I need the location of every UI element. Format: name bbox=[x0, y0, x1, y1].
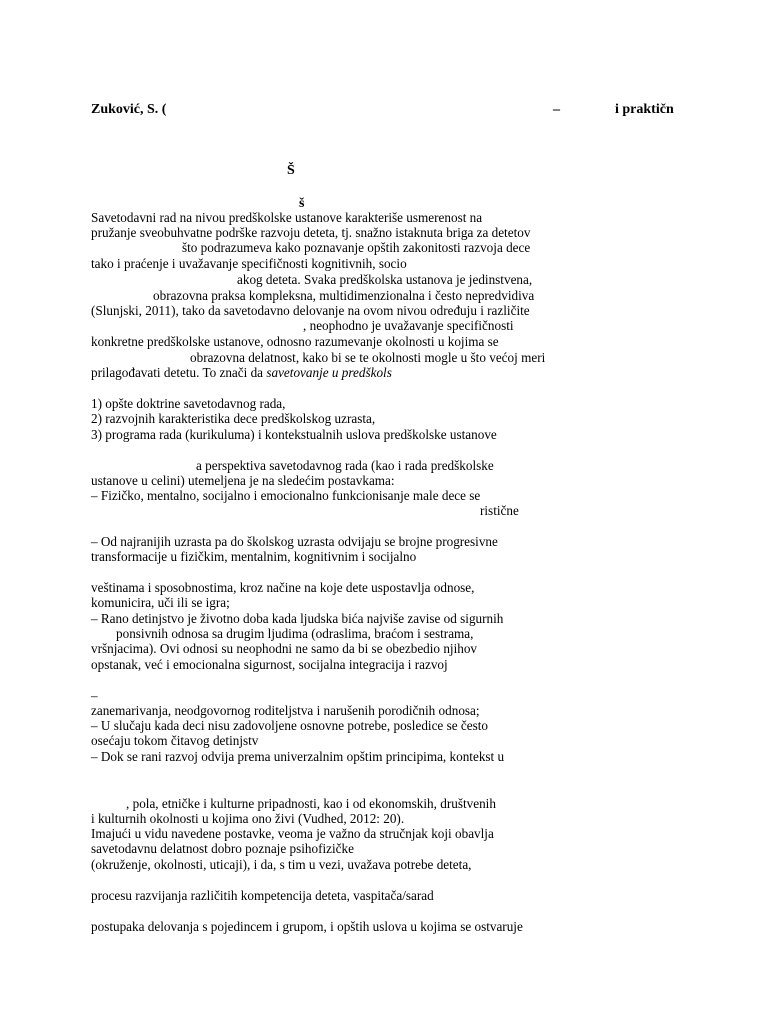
p1-line-9: konkretne predškolske ustanove, odnosno razumevanje okolnosti u kojima se bbox=[91, 334, 499, 349]
p8-line-1: postupaka delovanja s pojedincem i grupom, i opštih uslova u kojima se ostvaruje bbox=[91, 919, 523, 934]
p4-line-3: – Rano detinjstvo je životno doba kada ljudska bića najviše zavise od sigurnih bbox=[91, 611, 504, 626]
header-title-fragment: i praktičn bbox=[615, 102, 674, 117]
heading-char-2: š bbox=[299, 196, 305, 211]
p2-line-2: ustanove u celini) utemeljena je na sledećim postavkama: bbox=[91, 473, 395, 488]
p4-line-1: veštinama i sposobnostima, kroz načine na koje dete uspostavlja odnose, bbox=[91, 580, 475, 595]
p1-line-8: , neophodno je uvažavanje specifičnosti bbox=[303, 318, 514, 333]
p1-line-11-italic: savetovanje u predškols bbox=[266, 365, 392, 380]
p1-line-6: obrazovna praksa kompleksna, multidimenzionalna i često nepredvidiva bbox=[153, 288, 535, 303]
p7-line-1: procesu razvijanja različitih kompetencija deteta, vaspitača/sarad bbox=[91, 888, 434, 903]
heading-char-1: Š bbox=[287, 163, 295, 178]
p6-line-1: , pola, etničke i kulturne pripadnosti, kao i od ekonomskih, društvenih bbox=[126, 796, 496, 811]
p5-line-4: osećaju tokom čitavog detinjstv bbox=[91, 733, 259, 748]
p6-line-4: savetodavnu delatnost dobro poznaje psihofizičke bbox=[91, 841, 354, 856]
p1-line-1: Savetodavni rad na nivou predškolske ustanove karakteriše usmerenost na bbox=[91, 210, 483, 225]
p5-line-5: – Dok se rani razvoj odvija prema univerzalnim opštim principima, kontekst u bbox=[91, 749, 505, 764]
p5-line-2: zanemarivanja, neodgovornog roditeljstva i narušenih porodičnih odnosa; bbox=[91, 703, 480, 718]
header-dash: – bbox=[553, 102, 560, 117]
list-item-2: 2) razvojnih karakteristika dece predškolskog uzrasta, bbox=[91, 411, 376, 426]
p1-line-4: tako i praćenje i uvažavanje specifičnosti kognitivnih, socio bbox=[91, 256, 407, 271]
p2-line-1: a perspektiva savetodavnog rada (kao i rada predškolske bbox=[196, 458, 494, 473]
p2-line-3: – Fizičko, mentalno, socijalno i emocionalno funkcionisanje male dece se bbox=[91, 488, 481, 503]
p1-line-7: (Slunjski, 2011), tako da savetodavno delovanje na ovom nivou određuju i različite bbox=[91, 303, 530, 318]
p6-line-2: i kulturnih okolnosti u kojima ono živi (Vudhed, 2012: 20). bbox=[91, 811, 405, 826]
p4-line-6: opstanak, već i emocionalna sigurnost, socijalna integracija i razvoj bbox=[91, 657, 448, 672]
p6-line-3: Imajući u vidu navedene postavke, veoma je važno da stručnjak koji obavlja bbox=[91, 826, 494, 841]
p2-line-4: ristične bbox=[480, 503, 519, 518]
p1-line-2: pružanje sveobuhvatne podrške razvoju deteta, tj. snažno istaknuta briga za detetov bbox=[91, 225, 531, 240]
p1-line-10: obrazovna delatnost, kako bi se te okolnosti mogle u što većoj meri bbox=[190, 350, 546, 365]
p4-line-4: ponsivnih odnosa sa drugim ljudima (odraslima, braćom i sestrama, bbox=[116, 626, 474, 641]
p5-line-3: – U slučaju kada deci nisu zadovoljene osnovne potrebe, posledice se često bbox=[91, 718, 488, 733]
p4-line-2: komunicira, uči ili se igra; bbox=[91, 595, 230, 610]
p1-line-5: akog deteta. Svaka predškolska ustanova je jedinstvena, bbox=[237, 272, 533, 287]
p5-line-1: – bbox=[91, 688, 98, 703]
p4-line-5: vršnjacima). Ovi odnosi su neophodni ne samo da bi se obezbedio njihov bbox=[91, 641, 478, 656]
p1-line-3: što podrazumeva kako poznavanje opštih zakonitosti razvoja dece bbox=[182, 240, 531, 255]
list-item-1: 1) opšte doktrine savetodavnog rada, bbox=[91, 396, 286, 411]
list-item-3: 3) programa rada (kurikuluma) i kontekstualnih uslova predškolske ustanove bbox=[91, 427, 497, 442]
p6-line-5: (okruženje, okolnosti, uticaji), i da, s tim u vezi, uvažava potrebe deteta, bbox=[91, 857, 472, 872]
p3-line-2: transformacije u fizičkim, mentalnim, kognitivnim i socijalno bbox=[91, 549, 417, 564]
p3-line-1: – Od najranijih uzrasta pa do školskog uzrasta odvijaju se brojne progresivne bbox=[91, 534, 498, 549]
header-author: Zuković, S. ( bbox=[91, 102, 167, 117]
p1-line-11-text: prilagođavati detetu. To znači da bbox=[91, 365, 267, 380]
p1-line-11 bbox=[91, 365, 392, 381]
